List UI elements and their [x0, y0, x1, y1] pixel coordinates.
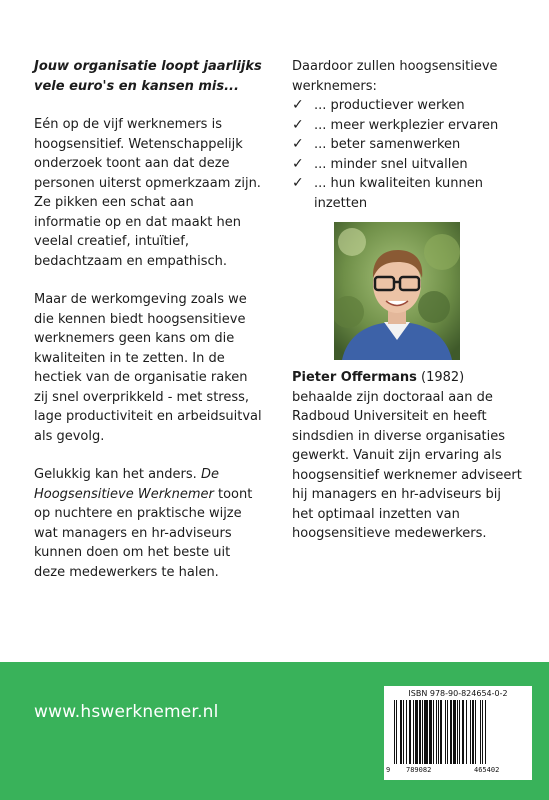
checkmark-icon: ✓ — [292, 155, 304, 172]
book-title: De Hoogsensitieve Werknemer — [34, 467, 219, 502]
barcode-bar — [422, 700, 423, 764]
benefits-intro: Daardoor zullen hoogsensitieve werknemers: — [292, 59, 498, 94]
barcode-bar — [440, 700, 442, 764]
author-portrait-illustration — [334, 222, 460, 360]
barcode-bar — [447, 700, 448, 764]
barcode-bar — [403, 700, 404, 764]
barcode-digits-right: 465402 — [474, 766, 500, 774]
lead-text: Jouw organisatie loopt jaarlijks vele euro's en kansen mis... — [34, 59, 262, 94]
barcode-bar — [396, 700, 397, 764]
paragraph-3 — [34, 465, 262, 582]
list-item: ✓ ... productiever werken — [292, 96, 522, 116]
footer-band — [0, 662, 549, 800]
barcode-bar — [472, 700, 474, 764]
barcode-bar — [482, 700, 483, 764]
barcode-bar — [459, 700, 460, 764]
checkmark-icon: ✓ — [292, 136, 304, 152]
barcode-bar — [429, 700, 432, 764]
barcode-bar — [470, 700, 471, 764]
list-item: ✓ ... hun kwaliteiten kunnen inzetten — [292, 174, 522, 213]
barcode-bar — [457, 700, 458, 764]
barcode-panel — [384, 686, 532, 780]
barcode-bar — [419, 700, 421, 764]
barcode-bar — [413, 700, 414, 764]
paragraph-3-start: Gelukkig kan het anders. — [34, 467, 197, 482]
barcode-bar — [445, 700, 446, 764]
list-item: ✓ ... meer werkplezier ervaren — [292, 116, 522, 136]
barcode-bar — [475, 700, 476, 764]
paragraph-1: Eén op de vijf werknemers is hoogsensitief. Wetenschappelijk onderzoek toont aan dat deze personen uiterst opmerkzaam zijn. Ze pikken een schat aan informatie op en dat maakt hen veelal creatief, intuïtief, bedachtzaam en empathisch. — [34, 117, 261, 269]
checkmark-icon: ✓ — [292, 97, 304, 113]
barcode-bar — [400, 700, 402, 764]
list-item: ✓ ... minder snel uitvallen — [292, 155, 522, 175]
barcode-bar — [450, 700, 452, 764]
paragraph-3-end: toont op nuchtere en praktische wijze wat managers en hr-adviseurs kunnen doen om het beste uit deze medewerkers te halen. — [34, 486, 253, 580]
barcode-graphic — [392, 700, 524, 766]
right-column — [292, 57, 522, 213]
barcode-bar — [438, 700, 439, 764]
checkmark-icon: ✓ — [292, 116, 304, 133]
barcode-bar — [480, 700, 481, 764]
barcode-bar — [436, 700, 437, 764]
list-item: ✓ ... beter samenwerken — [292, 135, 522, 155]
author-name: Pieter Offermans — [292, 370, 417, 385]
barcode-bar — [409, 700, 411, 764]
barcode-bar — [394, 700, 395, 764]
author-year: (1982) — [421, 370, 465, 385]
benefits-list — [292, 96, 522, 213]
barcode-digits-left: 789082 — [406, 766, 432, 774]
author-photo — [334, 222, 460, 360]
barcode-bar — [485, 700, 486, 764]
barcode-bar — [466, 700, 467, 764]
barcode-bar — [462, 700, 464, 764]
author-bio-text: behaalde zijn doctoraal aan de Radboud Universiteit en heeft sindsdien in diverse organisaties gewerkt. Vanuit zijn ervaring als hoogsensitief werknemer adviseert hij managers en hr-adviseurs bij het optimaal inzetten van hoogsensitieve medewerkers. — [292, 389, 522, 541]
checkmark-icon: ✓ — [292, 175, 304, 191]
barcode-bar — [433, 700, 434, 764]
paragraph-2: Maar de werkomgeving zoals we die kennen biedt hoogsensitieve werknemers geen kans om die kwaliteiten in te zetten. In de hectiek van de organisatie raken zij snel overprikkeld - met stress, lage productiviteit en arbeidsuitval als gevolg. — [34, 292, 262, 444]
isbn-number: ISBN 978-90-824654-0-2 — [408, 689, 508, 698]
barcode-bar — [415, 700, 418, 764]
barcode-bar — [406, 700, 407, 764]
left-column — [34, 57, 262, 601]
author-bio — [292, 368, 522, 544]
barcode-bar — [424, 700, 428, 764]
website-url[interactable]: www.hswerknemer.nl — [34, 702, 219, 722]
barcode-bar — [453, 700, 456, 764]
barcode-digit-lead: 9 — [386, 766, 391, 774]
